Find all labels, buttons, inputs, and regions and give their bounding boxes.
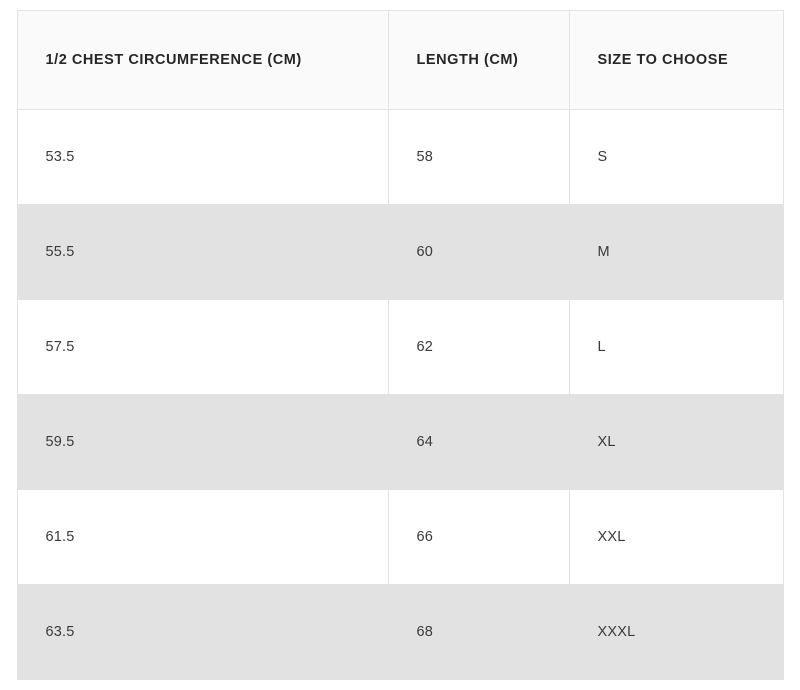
cell-size: M <box>569 205 783 300</box>
cell-chest: 59.5 <box>17 395 388 490</box>
cell-chest: 55.5 <box>17 205 388 300</box>
table-row <box>17 490 783 585</box>
table-row <box>17 205 783 300</box>
cell-chest: 61.5 <box>17 490 388 585</box>
table-body <box>17 110 783 680</box>
table-row <box>17 110 783 205</box>
table-header-row <box>17 11 783 110</box>
cell-size: XXL <box>569 490 783 585</box>
size-chart-table <box>17 10 784 680</box>
table-row <box>17 395 783 490</box>
table-row <box>17 300 783 395</box>
cell-length: 60 <box>388 205 569 300</box>
cell-length: 68 <box>388 585 569 680</box>
cell-chest: 63.5 <box>17 585 388 680</box>
table-header <box>17 11 783 110</box>
cell-size: XXXL <box>569 585 783 680</box>
table-row <box>17 585 783 680</box>
column-header-chest: 1/2 CHEST CIRCUMFERENCE (CM) <box>17 11 388 110</box>
column-header-size: SIZE TO CHOOSE <box>569 11 783 110</box>
cell-size: L <box>569 300 783 395</box>
cell-chest: 57.5 <box>17 300 388 395</box>
cell-chest: 53.5 <box>17 110 388 205</box>
column-header-length: LENGTH (CM) <box>388 11 569 110</box>
cell-length: 64 <box>388 395 569 490</box>
cell-length: 58 <box>388 110 569 205</box>
cell-size: S <box>569 110 783 205</box>
cell-size: XL <box>569 395 783 490</box>
cell-length: 66 <box>388 490 569 585</box>
cell-length: 62 <box>388 300 569 395</box>
